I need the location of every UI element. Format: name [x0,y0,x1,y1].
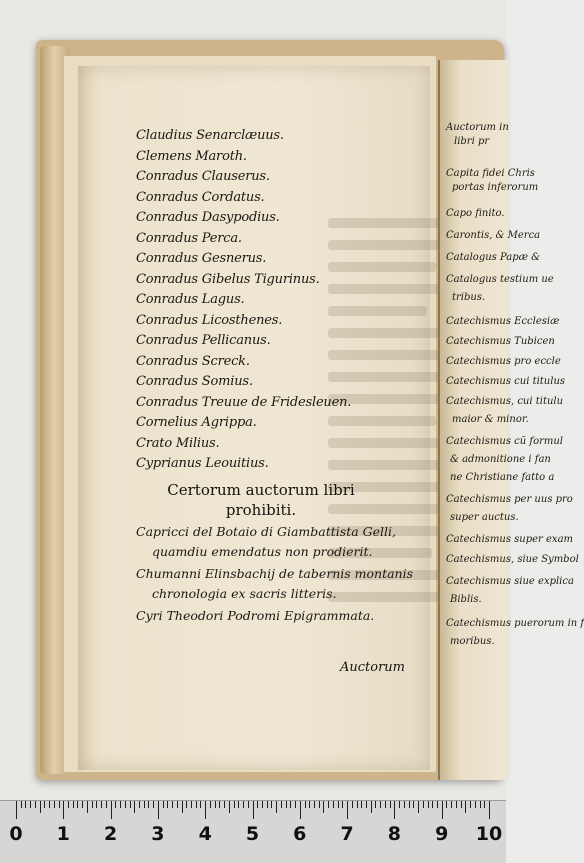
ruler-tick [371,801,372,813]
ruler-tick [59,801,60,808]
ruler-tick [40,801,41,813]
ruler-tick [63,801,64,819]
ruler-tick [257,801,258,808]
right-page-line: & admonitione i fan [450,454,551,465]
ruler-tick [16,801,17,819]
ruler-tick [489,801,490,819]
ruler-tick [409,801,410,808]
ruler-tick [461,801,462,808]
section-heading [156,480,366,520]
right-page-line: tribus. [452,292,486,303]
right-page-line: Auctorum in [446,122,509,133]
author-entry: Conradus Pellicanus. [136,333,271,348]
ruler-tick [465,801,466,813]
ruler-tick [101,801,102,808]
right-page-line: Catechismus per uus pro [446,494,573,505]
ruler-tick [323,801,324,813]
ruler-tick [446,801,447,808]
ruler-tick [480,801,481,808]
ruler-tick [319,801,320,808]
ruler-tick [475,801,476,808]
right-page-line: Catechismus cũ formul [446,436,563,447]
ruler-label: 1 [56,823,70,845]
right-page-line: Catechismus, siue Symbol [446,554,579,565]
author-entry: Cornelius Agrippa. [136,415,257,430]
ruler-label: 5 [245,823,260,845]
right-page-line: portas inferorum [452,182,539,193]
ruler-tick [470,801,471,808]
ruler-tick [44,801,45,808]
right-page-line: Capo finito. [446,208,505,219]
ruler-tick [276,801,277,813]
ruler-tick [196,801,197,808]
right-page-line: Catechismus Tubicen [446,336,555,347]
prohibited-entry: Cyri Theodori Podromi Epigrammata. [136,608,375,623]
ruler-tick [380,801,381,808]
ruler-tick [106,801,107,808]
ruler-tick [54,801,55,808]
ruler-tick [347,801,348,819]
ruler-tick [224,801,225,808]
right-page-line: Catechismus puerorum in f [446,618,584,629]
ruler-tick [456,801,457,808]
ruler-tick [243,801,244,808]
author-entry: Conradus Licosthenes. [136,312,283,328]
ruler-tick [451,801,452,808]
ruler-tick [267,801,268,808]
ruler-tick [413,801,414,808]
right-page-line: Catechismus, cui titulu [446,396,564,407]
right-page-line: Catechismus super exam [446,534,574,545]
right-page-line: moribus. [450,636,495,647]
ruler-tick [423,801,424,808]
ruler-tick [92,801,93,808]
author-entry: Conradus Cordatus. [136,189,265,205]
ruler-tick [238,801,239,808]
ruler-tick [25,801,26,808]
author-entry: Crato Milius. [136,435,220,451]
ruler-tick [153,801,154,808]
author-entry: Conradus Treuue de Fridesleuen. [136,394,352,410]
ruler-tick [200,801,201,808]
ruler-tick [338,801,339,808]
author-entry: Conradus Somius. [136,374,253,389]
ruler-tick [262,801,263,808]
prohibited-entry: Capricci del Botaio di Giambattista Gelli, [136,524,396,539]
ruler-tick [49,801,50,808]
ruler-tick [148,801,149,808]
author-entry: Conradus Screck. [136,353,250,369]
ruler-tick [77,801,78,808]
ruler-tick [418,801,419,813]
ruler-tick [134,801,135,813]
ruler-tick [248,801,249,808]
right-page-line: libri pr [454,136,490,147]
ruler-tick [125,801,126,808]
ruler-tick [328,801,329,808]
right-page-line: Carontis, & Merca [446,230,541,241]
ruler-label: 3 [151,823,165,845]
author-entry: Clemens Maroth. [136,148,247,164]
right-page-line: maior & minor. [452,414,529,425]
ruler-tick [366,801,367,808]
ruler-tick [234,801,235,808]
ruler-tick [21,801,22,808]
author-entry: Conradus Perca. [136,230,242,246]
right-page-line: Catechismus Ecclesiæ [446,316,560,327]
ruler-tick [158,801,159,819]
ruler-tick [167,801,168,808]
right-page-line: Catalogus testium ue [446,274,554,285]
author-entry: Conradus Gibelus Tigurinus. [136,271,320,287]
ruler-tick [385,801,386,808]
ruler-tick [394,801,395,819]
ruler-tick [442,801,443,819]
ruler-tick [428,801,429,808]
ruler-tick [253,801,254,819]
ruler-tick [314,801,315,808]
author-entry: Claudius Senarclæuus. [136,128,284,143]
ruler-tick [309,801,310,808]
right-page-line: super auctus. [450,512,519,523]
ruler-tick [139,801,140,808]
right-page-line: Catechismus cui titulus [446,376,566,387]
ruler-tick [300,801,301,819]
ruler-tick [437,801,438,808]
right-page-line: Catechismus pro eccle [446,356,561,367]
ruler-label: 8 [387,823,402,845]
ruler-label: 4 [198,823,212,845]
right-page-line: Catechismus siue explica [446,576,574,587]
ruler-label: 0 [9,823,23,845]
right-page-line: Capita fidei Chris [446,168,535,179]
ruler-tick [191,801,192,808]
author-entry: Conradus Dasypodius. [136,210,280,225]
prohibited-entry: chronologia ex sacris litteris. [152,586,337,601]
catchword: Auctorum [340,660,406,675]
ruler-tick [82,801,83,808]
ruler-tick [182,801,183,813]
prohibited-entry: quamdiu emendatus non prodierit. [152,544,373,559]
ruler-tick [120,801,121,808]
ruler-tick [357,801,358,808]
ruler-tick [35,801,36,808]
right-page [438,60,584,780]
ruler-tick [352,801,353,808]
ruler-tick [186,801,187,808]
ruler-tick [286,801,287,808]
right-page-line: Catalogus Papæ & [446,252,541,263]
ruler-tick [96,801,97,808]
section-heading-line2: prohibiti. [225,501,297,519]
right-page-line: Biblis. [450,594,482,605]
ruler-label: 10 [475,823,503,845]
ruler-tick [342,801,343,808]
ruler-tick [205,801,206,819]
ruler-tick [144,801,145,808]
ruler-tick [333,801,334,808]
ruler-tick [68,801,69,808]
ruler-tick [295,801,296,808]
ruler-tick [432,801,433,808]
ruler-tick [177,801,178,808]
ruler-tick [290,801,291,808]
section-heading-line1: Certorum auctorum libri [167,481,355,499]
right-page-line: ne Christiane fatto a [450,472,555,483]
measurement-ruler [0,800,506,863]
ruler-tick [115,801,116,808]
author-entry: Cyprianus Leouitius. [136,456,269,471]
ruler-tick [305,801,306,808]
prohibited-entry: Chumanni Elinsbachij de tabernis montanis [136,566,414,581]
ruler-tick [172,801,173,808]
ruler-tick [163,801,164,808]
ruler-tick [281,801,282,808]
ruler-tick [210,801,211,808]
ruler-label: 6 [293,823,307,845]
ruler-tick [375,801,376,808]
ruler-tick [111,801,112,819]
author-entry: Conradus Lagus. [136,292,245,307]
ruler-tick [271,801,272,808]
ruler-tick [130,801,131,808]
ruler-tick [219,801,220,808]
ruler-tick [215,801,216,808]
ruler-tick [484,801,485,808]
ruler-label: 9 [435,823,449,845]
author-entry: Conradus Clauserus. [136,169,270,184]
ruler-label: 7 [340,823,354,845]
ruler-label: 2 [103,823,118,845]
ruler-tick [404,801,405,808]
ruler-tick [229,801,230,813]
ruler-tick [361,801,362,808]
ruler-tick [390,801,391,808]
author-entry: Conradus Gesnerus. [136,251,267,266]
ruler-tick [399,801,400,808]
ruler-tick [73,801,74,808]
ruler-tick [87,801,88,813]
ruler-tick [30,801,31,808]
